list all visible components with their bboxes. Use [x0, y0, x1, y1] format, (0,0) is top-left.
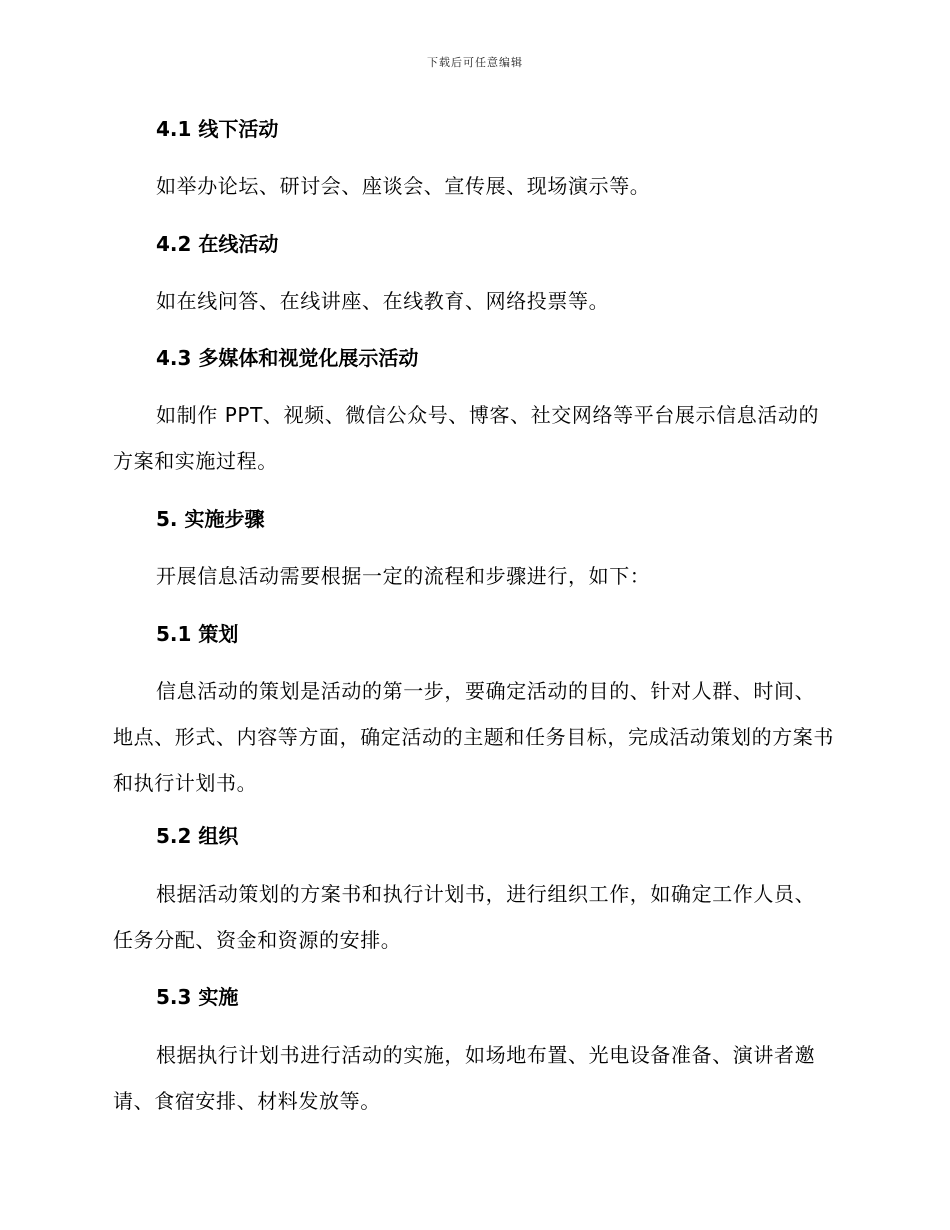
section-heading-5: 5. 实施步骤 — [156, 507, 265, 531]
section-paragraph-4-1: 如举办论坛、研讨会、座谈会、宣传展、现场演示等。 — [156, 174, 651, 198]
section-paragraph-4-3: 如制作 PPT、视频、微信公众号、博客、社交网络等平台展示信息活动的方案和实施过程。 — [113, 403, 820, 473]
page-header-note: 下载后可任意编辑 — [427, 56, 523, 69]
section-heading-4-2: 4.2 在线活动 — [156, 232, 279, 256]
section-heading-5-2: 5.2 组织 — [156, 824, 239, 848]
section-heading-4-1: 4.1 线下活动 — [156, 117, 279, 141]
section-heading-5-3: 5.3 实施 — [156, 985, 239, 1009]
section-paragraph-5-3: 根据执行计划书进行活动的实施，如场地布置、光电设备准备、演讲者邀请、食宿安排、材料发放等。 — [113, 1043, 816, 1113]
section-heading-4-3: 4.3 多媒体和视觉化展示活动 — [156, 346, 419, 370]
section-paragraph-5-1: 信息活动的策划是活动的第一步，要确定活动的目的、针对人群、时间、地点、形式、内容等方面，确定活动的主题和任务目标，完成活动策划的方案书和执行计划书。 — [113, 679, 834, 795]
section-paragraph-4-2: 如在线问答、在线讲座、在线教育、网络投票等。 — [156, 289, 610, 313]
section-paragraph-5-2: 根据活动策划的方案书和执行计划书，进行组织工作，如确定工作人员、任务分配、资金和资源的安排。 — [113, 882, 816, 952]
section-heading-5-1: 5.1 策划 — [156, 622, 239, 646]
section-paragraph-5: 开展信息活动需要根据一定的流程和步骤进行，如下： — [156, 564, 651, 588]
